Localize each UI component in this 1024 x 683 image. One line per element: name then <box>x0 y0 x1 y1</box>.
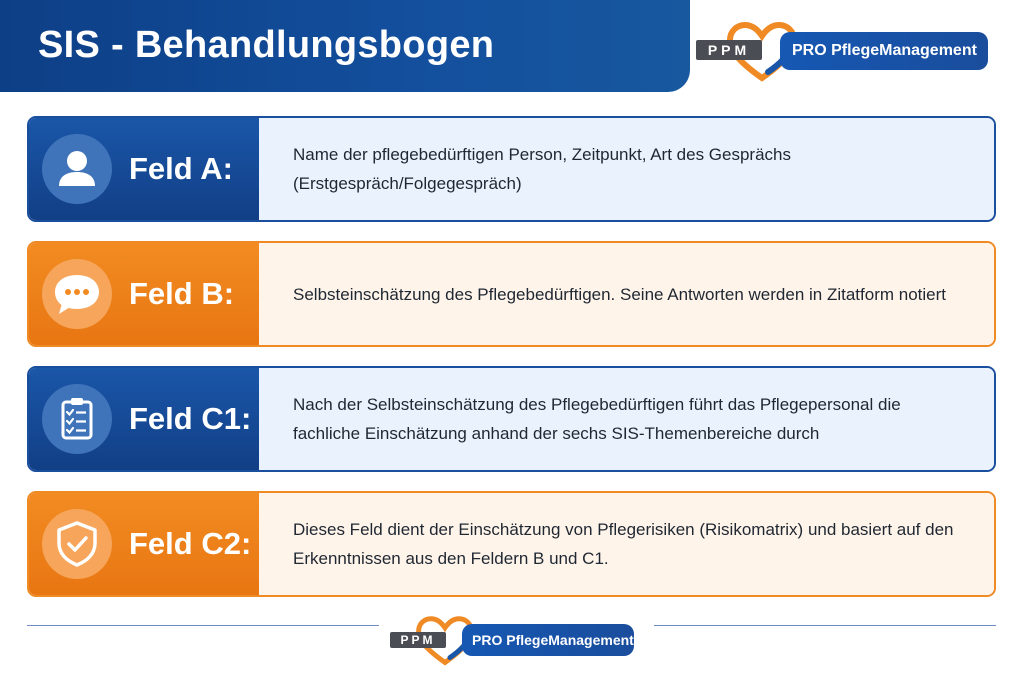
field-c1-row <box>27 366 996 472</box>
person-icon <box>42 134 112 204</box>
field-c1-text-area <box>259 368 994 470</box>
field-c2-text-area <box>259 493 994 595</box>
field-c1-label-area <box>29 368 259 470</box>
field-b-icon-circle <box>42 259 112 329</box>
page-title: SIS - Behandlungsbogen <box>38 24 495 66</box>
field-c2-row <box>27 491 996 597</box>
field-c1-icon-circle <box>42 384 112 454</box>
logo-name: PRO PflegeManagement <box>462 624 634 656</box>
field-c1-label: Feld C1: <box>129 401 252 436</box>
logo-abbreviation: PPM <box>696 40 762 60</box>
field-c2-description: Dieses Feld dient der Einschätzung von Pflegerisiken (Risikomatrix) und basiert auf den Erkenntnissen aus den Feldern B und C1. <box>293 520 954 568</box>
field-a-row <box>27 116 996 222</box>
field-b-description: Selbsteinschätzung des Pflegebedürftigen. Seine Antworten werden in Zitatform notiert <box>293 284 946 304</box>
header-band <box>0 0 690 92</box>
logo-abbreviation: PPM <box>390 632 446 648</box>
field-a-label-area <box>29 118 259 220</box>
field-c1-description: Nach der Selbsteinschätzung des Pflegebedürftigen führt das Pflegepersonal die fachliche Einschätzung anhand der sechs SIS-Themenbereiche durch <box>293 395 901 443</box>
field-c2-label-area <box>29 493 259 595</box>
clipboard-checklist-icon <box>42 384 112 454</box>
field-a-description: Name der pflegebedürftigen Person, Zeitpunkt, Art des Gesprächs (Erstgespräch/Folgegespräch) <box>293 145 791 193</box>
speech-bubble-icon <box>42 259 112 329</box>
field-b-label-area <box>29 243 259 345</box>
field-b-label: Feld B: <box>129 276 235 311</box>
footer-divider-right <box>654 625 996 626</box>
field-c2-icon-circle <box>42 509 112 579</box>
field-a-text-area <box>259 118 994 220</box>
brand-logo-top <box>696 22 996 82</box>
shield-check-icon <box>42 509 112 579</box>
logo-name: PRO PflegeManagement <box>780 32 988 70</box>
field-c2-label: Feld C2: <box>129 526 252 561</box>
brand-logo-bottom <box>390 616 640 666</box>
footer-divider-left <box>27 625 379 626</box>
field-b-text-area <box>259 243 994 345</box>
field-a-icon-circle <box>42 134 112 204</box>
field-b-row <box>27 241 996 347</box>
field-a-label: Feld A: <box>129 151 233 186</box>
